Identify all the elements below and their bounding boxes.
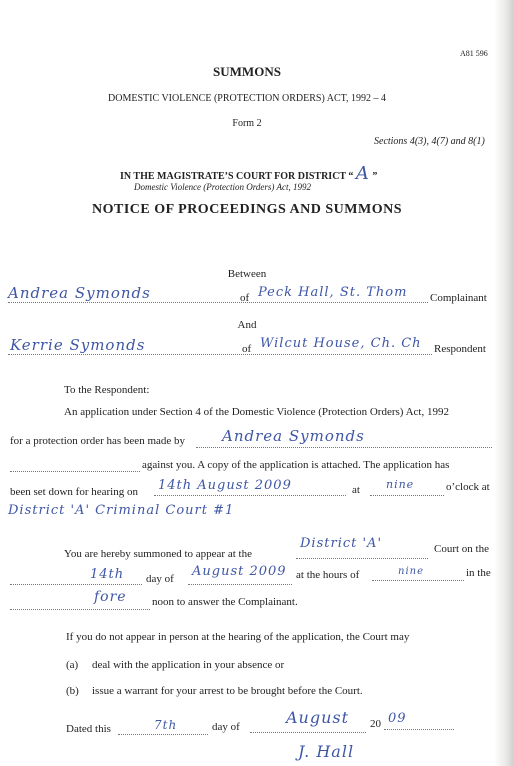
hearing-date-line: [154, 495, 346, 496]
notice-heading: NOTICE OF PROCEEDINGS AND SUMMONS: [91, 202, 402, 217]
at-hours-label: at the hours of: [296, 569, 360, 581]
court-district: A: [355, 163, 370, 184]
dated-year: 09: [388, 711, 407, 726]
form-number: Form 2: [232, 118, 262, 129]
hearing-time-line: [370, 495, 444, 496]
dated-month-line: [250, 732, 366, 733]
paragraph-1-line-4: been set down for hearing on: [10, 486, 138, 498]
form-title: SUMMONS: [213, 64, 281, 79]
noon-value: fore: [94, 589, 127, 605]
dated-year-prefix: 20: [370, 718, 381, 730]
court-suffix: ”: [372, 171, 378, 182]
item-b-label: (b): [66, 685, 79, 697]
item-a-text: deal with the application in your absence or: [92, 659, 285, 671]
dated-month: August: [286, 708, 350, 727]
oclock-label: o’clock at: [446, 481, 490, 493]
day-of-label: day of: [146, 573, 174, 585]
sections-reference: Sections 4(3), 4(7) and 8(1): [374, 136, 485, 147]
of-label-1: of: [240, 292, 250, 304]
court-name-line: [296, 558, 428, 559]
paragraph-1-line-2: for a protection order has been made by: [10, 435, 186, 447]
hearing-time: nine: [386, 478, 415, 491]
dated-day: 7th: [154, 718, 178, 732]
between-label: Between: [227, 268, 267, 280]
court-name: District 'A': [300, 536, 383, 551]
complainant-label: Complainant: [430, 292, 487, 304]
dated-day-line: [118, 734, 208, 735]
hearing-day: 14th: [90, 567, 125, 582]
hearing-month: August 2009: [192, 564, 287, 579]
hearing-month-line: [188, 584, 292, 585]
respondent-label: Respondent: [434, 343, 486, 355]
court-prefix: IN THE MAGISTRATE’S COURT FOR DISTRICT “: [120, 171, 354, 182]
hearing-hours: nine: [398, 566, 424, 577]
court-on-the-label: Court on the: [434, 543, 489, 555]
dated-this-label: Dated this: [66, 723, 111, 735]
at-label: at: [352, 484, 360, 496]
to-respondent: To the Respondent:: [64, 384, 150, 396]
court-line: [120, 163, 377, 184]
complainant-name: Andrea Symonds: [8, 284, 151, 302]
respondent-address: Wilcut House, Ch. Ch: [260, 336, 422, 351]
hearing-day-line: [10, 584, 142, 585]
hours-line: [372, 580, 464, 581]
noon-line: [10, 609, 150, 610]
respondent-line: [8, 354, 432, 355]
item-b-text: issue a warrant for your arrest to be brought before the Court.: [92, 685, 363, 697]
act-title: DOMESTIC VIOLENCE (PROTECTION ORDERS) ACT, 1992 – 4: [108, 93, 386, 104]
complainant-address: Peck Hall, St. Thom: [258, 285, 408, 300]
page-edge-shadow: [494, 0, 514, 766]
act-italic: Domestic Violence (Protection Orders) Act, 1992: [134, 182, 311, 192]
signature: J. Hall: [298, 742, 355, 761]
respondent-name: Kerrie Symonds: [10, 336, 146, 354]
item-a-label: (a): [66, 659, 79, 671]
complainant-line: [8, 302, 428, 303]
paragraph-1-line-3: against you. A copy of the application is attached. The application has: [142, 459, 450, 471]
paragraph-2-line-1: You are hereby summoned to appear at the: [64, 548, 252, 560]
dated-day-of-label: day of: [212, 721, 240, 733]
dated-year-line: [384, 729, 454, 730]
blank-line: [10, 471, 140, 472]
hearing-date: 14th August 2009: [158, 478, 292, 493]
applicant-line: [196, 447, 492, 448]
hearing-place: District 'A' Criminal Court #1: [8, 503, 235, 518]
paragraph-1-line-1: An application under Section 4 of the Domestic Violence (Protection Orders) Act, 1992: [64, 406, 449, 418]
paragraph-3: If you do not appear in person at the hearing of the application, the Court may: [66, 631, 410, 643]
form-code: A81 596: [460, 49, 488, 58]
of-label-2: of: [242, 343, 252, 355]
and-label: And: [237, 319, 257, 331]
in-the-label: in the: [466, 567, 491, 579]
noon-text: noon to answer the Complainant.: [152, 596, 298, 608]
applicant-name: Andrea Symonds: [222, 427, 365, 445]
